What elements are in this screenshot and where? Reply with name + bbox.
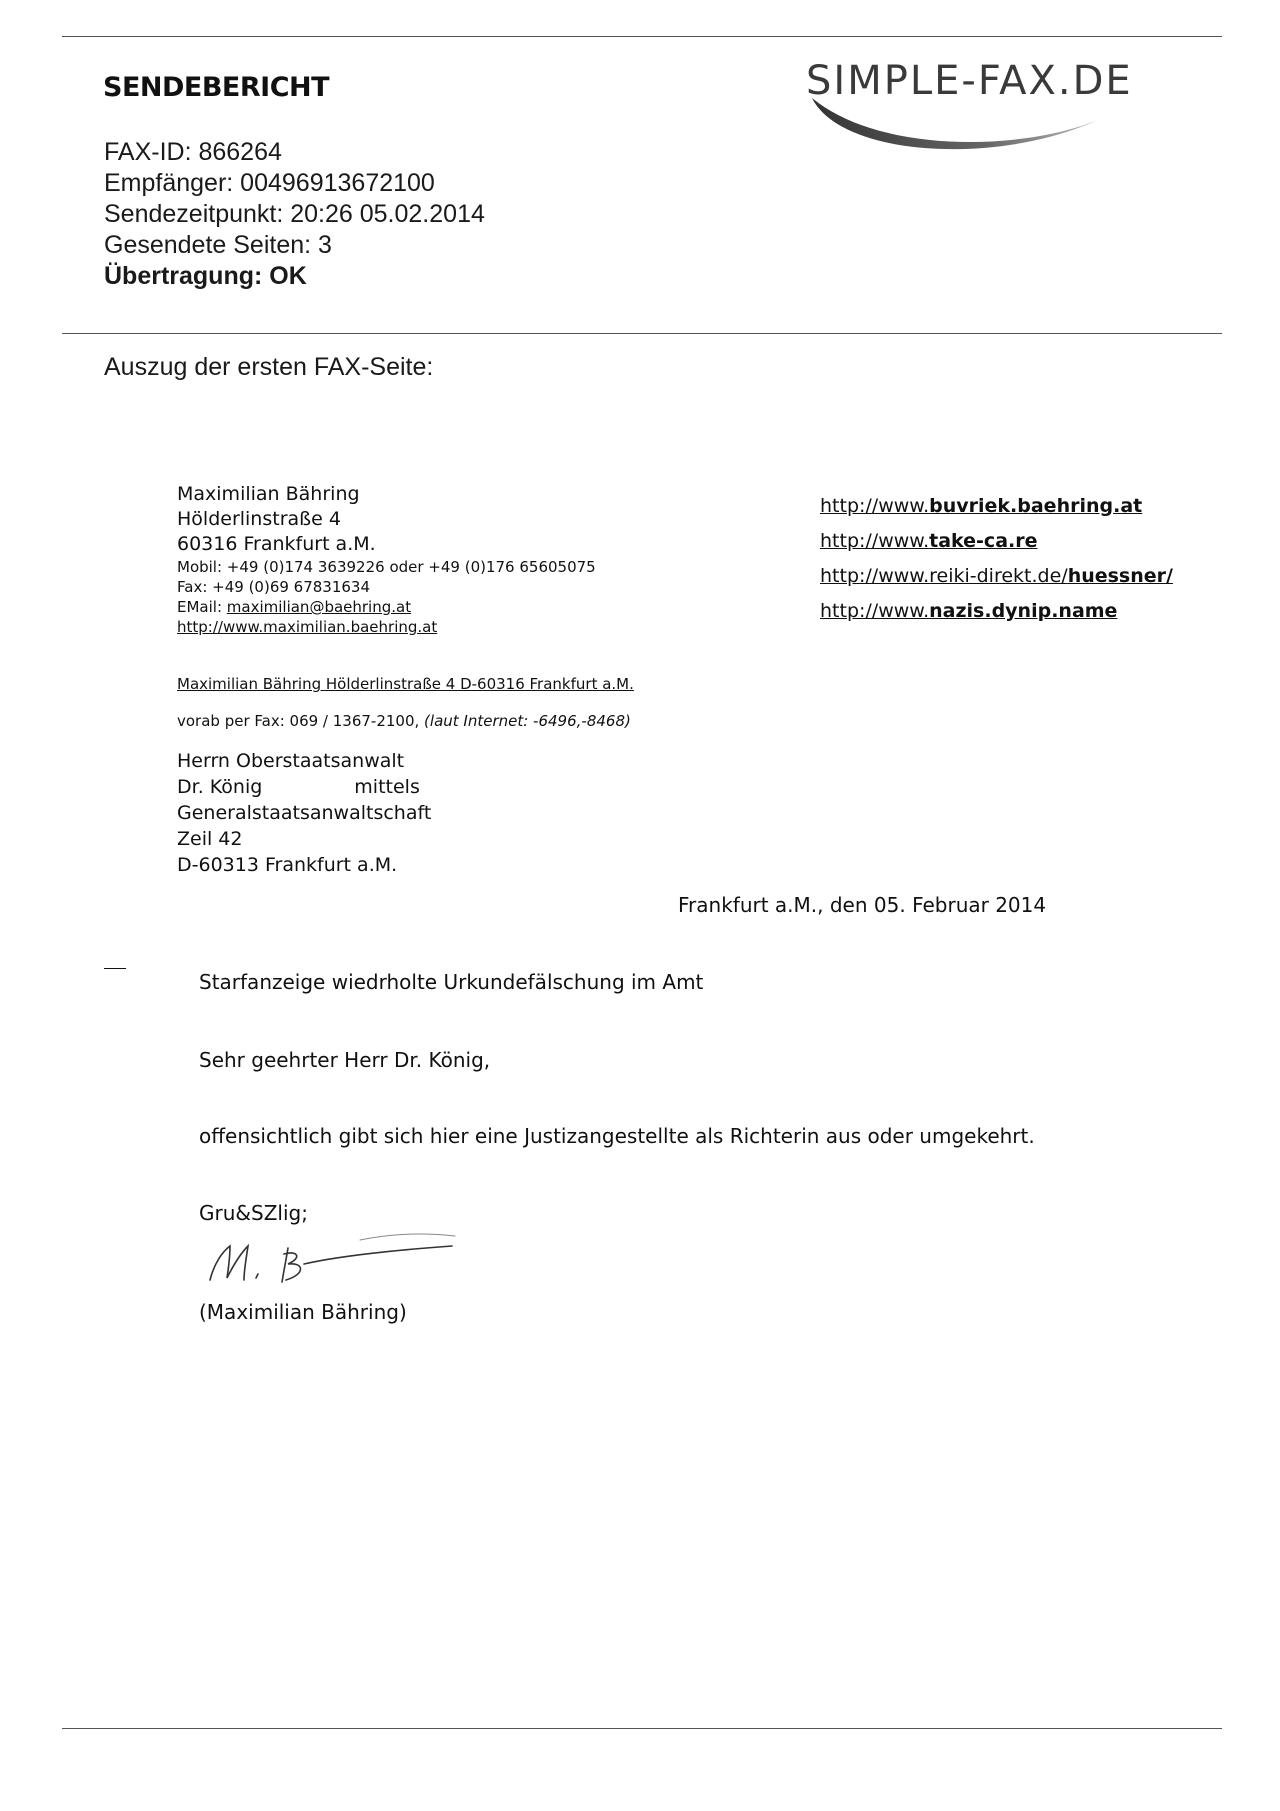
fax-notice-note: (laut Internet: -6496,-8468) [424, 712, 631, 730]
sender-email-label: EMail: [177, 598, 227, 616]
letter-closing: Gru&SZlig; [199, 1201, 308, 1225]
sender-website-link[interactable]: http://www.maximilian.baehring.at [177, 618, 438, 636]
fold-mark [104, 968, 126, 969]
letter-salutation: Sehr geehrter Herr Dr. König, [199, 1048, 491, 1072]
sender-fax: Fax: +49 (0)69 67831634 [177, 578, 371, 596]
sender-city: 60316 Frankfurt a.M. [177, 533, 376, 555]
letter-date: Frankfurt a.M., den 05. Februar 2014 [678, 893, 1047, 917]
letter-subject: Starfanzeige wiedrholte Urkundefälschung im Amt [199, 970, 704, 994]
sender-block [177, 482, 596, 637]
recipient-block [177, 748, 431, 878]
sender-name: Maximilian Bähring [177, 483, 360, 505]
fax-notice [177, 712, 631, 730]
return-address: Maximilian Bähring Hölderlinstraße 4 D-60316 Frankfurt a.M. [177, 675, 634, 693]
top-divider [62, 36, 1222, 37]
recipient-street: Zeil 42 [177, 828, 243, 850]
link-item[interactable]: http://www.reiki-direkt.de/huessner/ [820, 565, 1173, 587]
recipient-name-line: Dr. König mittels [177, 776, 420, 798]
link-item[interactable]: http://www.nazis.dynip.name [820, 600, 1118, 622]
header-divider [62, 333, 1222, 334]
fax-metadata [104, 137, 485, 292]
link-item[interactable]: http://www.buvriek.baehring.at [820, 495, 1143, 517]
recipient-city: D-60313 Frankfurt a.M. [177, 854, 398, 876]
report-title: SENDEBERICHT [103, 72, 330, 103]
recipient-title: Herrn Oberstaatsanwalt [177, 750, 405, 772]
signature-name: (Maximilian Bähring) [199, 1300, 407, 1324]
link-list [820, 489, 1173, 629]
sender-email-link[interactable]: maximilian@baehring.at [226, 598, 412, 616]
logo-wordmark: SIMPLE-FAX.DE [806, 58, 1133, 104]
recipient-number: Empfänger: 00496913672100 [104, 169, 435, 197]
fax-notice-text: vorab per Fax: 069 / 1367-2100, [177, 712, 425, 730]
pages-sent: Gesendete Seiten: 3 [104, 231, 332, 259]
bottom-divider [62, 1728, 1222, 1729]
transmission-status: Übertragung: OK [104, 262, 307, 290]
sender-email-line [177, 597, 596, 617]
link-item[interactable]: http://www.take-ca.re [820, 530, 1038, 552]
letter-body: offensichtlich gibt sich hier eine Justizangestellte als Richterin aus oder umgekehrt. [199, 1124, 1035, 1148]
send-time: Sendezeitpunkt: 20:26 05.02.2014 [104, 200, 485, 228]
sender-mobile: Mobil: +49 (0)174 3639226 oder +49 (0)176 65605075 [177, 558, 596, 576]
excerpt-label: Auszug der ersten FAX-Seite: [104, 353, 434, 381]
sender-street: Hölderlinstraße 4 [177, 508, 341, 530]
handwritten-signature [200, 1224, 460, 1292]
recipient-org: Generalstaatsanwaltschaft [177, 802, 432, 824]
fax-id: FAX-ID: 866264 [104, 138, 282, 166]
